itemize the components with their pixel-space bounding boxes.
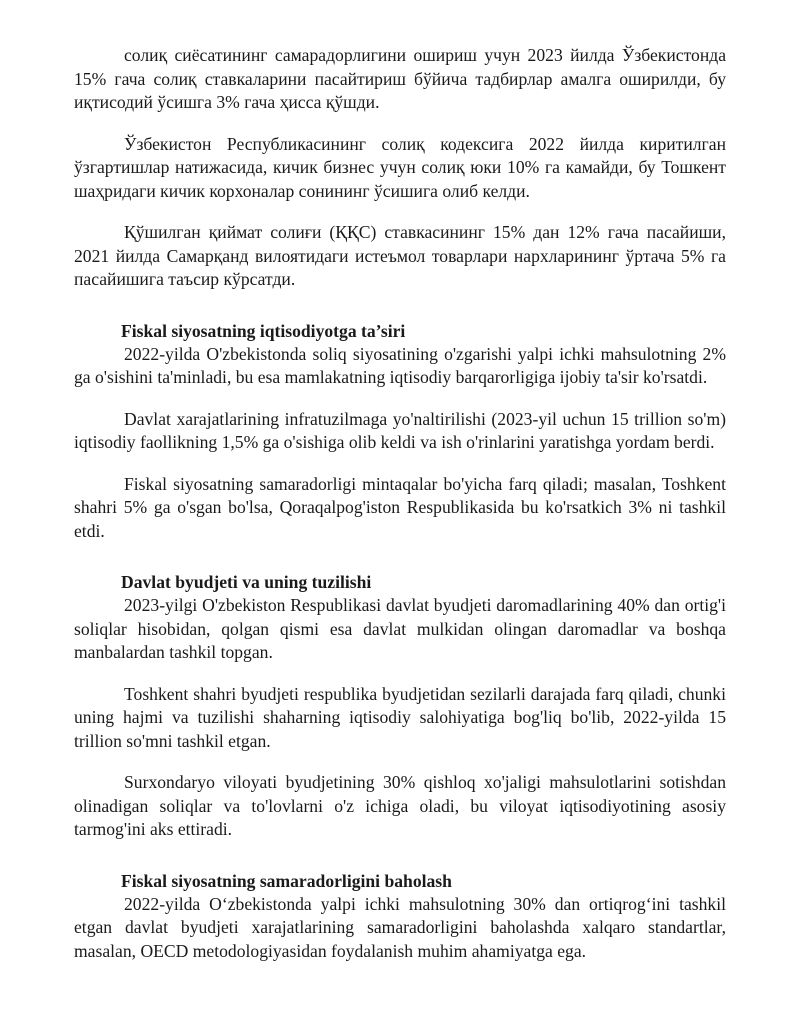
- paragraph-tax-code-amendments: Ўзбекистон Республикасининг солиқ кодексига 2022 йилда киритилган ўзгартишлар натижасида, кичик бизнес учун солиқ юки 10% га камайди, бу Тошкент шаҳридаги кичик корхоналар сонининг ўсишига олиб келди.: [74, 133, 726, 201]
- section-heading-state-budget: Davlat byudjeti va uning tuzilishi: [121, 572, 372, 592]
- paragraph-budget-revenues: 2023-yilgi O'zbekiston Respublikasi davlat byudjeti daromadlarining 40% dan ortig'i soliqlar hisobidan, qolgan qismi esa davlat mulkidan olingan daromadlar va boshqa manbalardan tashkil topgan.: [74, 595, 726, 662]
- paragraph-tashkent-budget: Toshkent shahri byudjeti respublika byudjetidan sezilarli darajada farq qiladi, chunki uning hajmi va tuzilishi shaharning iqtisodiy salohiyatiga bog'liq bo'lib, 2022-yilda 15 trillion so'mni tashkil etgan.: [74, 683, 726, 751]
- section-heading-fiscal-impact: Fiskal siyosatning iqtisodiyotga ta’siri: [121, 320, 406, 341]
- paragraph-oecd-methodology: 2022-yilda O‘zbekistonda yalpi ichki mahsulotning 30% dan ortiqrog‘ini tashkil etgan davlat byudjeti xarajatlarining samaradorligini baholashda xalqaro standartlar, masalan, OECD metodologiyasidan foydalanish muhim ahamiyatga ega.: [74, 893, 726, 961]
- paragraph-gdp-growth: 2022-yilda O'zbekistonda soliq siyosatining o'zgarishi yalpi ichki mahsulotning 2% ga o'sishini ta'minladi, bu esa mamlakatning iqtisodiy barqarorligiga ijobiy ta'sir ko'rsatdi.: [74, 343, 726, 387]
- paragraph-vat-reduction: Қўшилган қиймат солиғи (ҚҚС) ставкасининг 15% дан 12% гача пасайиши, 2021 йилда Самарқанд вилоятидаги истеъмол товарлари нархларининг ўртача 5% га пасайишига таъсир кўрсатди.: [74, 222, 726, 289]
- section-heading-efficiency-evaluation: Fiskal siyosatning samaradorligini baholash: [121, 870, 452, 891]
- paragraph-regional-differences: Fiskal siyosatning samaradorligi mintaqalar bo'yicha farq qiladi; masalan, Toshkent shahri 5% ga o'sgan bo'lsa, Qoraqalpog'iston Respublikasida bu ko'rsatkich 3% ni tashkil etdi.: [74, 473, 726, 541]
- paragraph-tax-rate-reduction: солиқ сиёсатининг самарадорлигини ошириш учун 2023 йилда Ўзбекистонда 15% гача солиқ ставкаларини пасайтириш бўйича тадбирлар амалга оширилди, бу иқтисодий ўсишга 3% гача ҳисса қўшди.: [74, 45, 726, 112]
- paragraph-infrastructure-spending: Davlat xarajatlarining infratuzilmaga yo'naltirilishi (2023-yil uchun 15 trillion so'm) iqtisodiy faollikning 1,5% ga o'sishiga olib keldi va ish o'rinlarini yaratishga yordam berdi.: [74, 408, 726, 452]
- paragraph-surxondaryo-budget: Surxondaryo viloyati byudjetining 30% qishloq xo'jaligi mahsulotlarini sotishdan olinadigan soliqlar va to'lovlarni o'z ichiga oladi, bu viloyat iqtisodiyotining asosiy tarmog'ini aks ettiradi.: [74, 772, 726, 839]
